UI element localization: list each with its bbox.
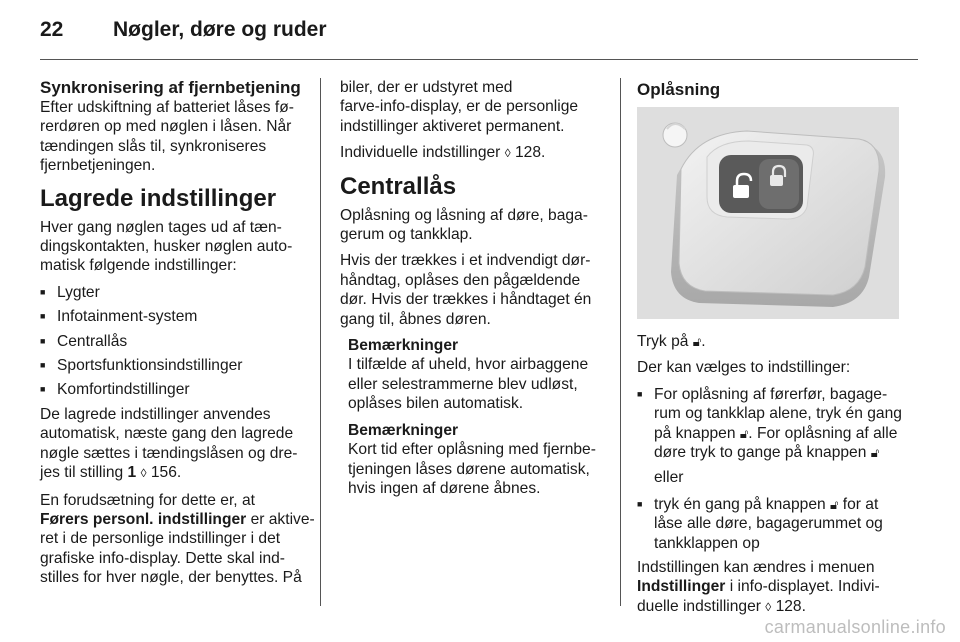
page-title: Nøgler, døre og ruder [113, 18, 327, 41]
unlock-icon: 🔓︎ [692, 334, 702, 349]
sync-paragraph [40, 98, 308, 176]
list-item: ■ Infotainment-system [40, 307, 308, 326]
text-line: biler, der er udstyret med [340, 79, 513, 96]
text-line: Tryk på 🔓︎. [637, 333, 706, 350]
text-line: Oplåsning og låsning af døre, baga- [340, 206, 588, 224]
unlock-icon: 🔓︎ [870, 445, 880, 461]
continued-paragraph [340, 78, 608, 136]
text-line: dingskontakten, husker nøglen auto- [40, 238, 293, 256]
page-ref-arrow-icon: ◊ [504, 146, 511, 161]
watermark: carmanualsonline.info [764, 617, 946, 637]
saved-paragraph [40, 218, 308, 276]
page-ref-arrow-icon: ◊ [140, 466, 147, 481]
text-line: indstillinger aktiveret permanent. [340, 117, 565, 135]
text-line: låse alle døre, bagagerummet og [654, 515, 883, 533]
central-lock-paragraph [340, 206, 608, 245]
note-text [348, 355, 608, 413]
ignition-position: 1 [127, 464, 137, 482]
text-line: rum og tankklap alene, tryk én gang [654, 405, 902, 423]
unlock-options-list [637, 385, 917, 463]
column-middle [340, 78, 608, 505]
text-line [637, 577, 917, 596]
text-line [654, 495, 917, 514]
remote-key-image [637, 107, 899, 319]
text-line: oplåses bilen automatisk. [348, 395, 524, 413]
text-line: automatisk, næste gang den lagrede [40, 425, 294, 443]
list-item: ■ Lygter [40, 283, 308, 302]
text-line [637, 597, 917, 617]
text-line: Hver gang nøglen tages ud af tæn- [40, 218, 282, 236]
unlocking-heading: Oplåsning [637, 80, 721, 99]
column-right [637, 78, 917, 100]
central-lock-heading: Centrallås [340, 172, 457, 200]
text-line [654, 424, 917, 443]
text-line [40, 510, 315, 529]
text-line: De lagrede indstillinger anvendes [40, 405, 271, 423]
text-fragment: duelle indstillinger [637, 597, 766, 615]
text-line: nøgle sættes i tændingslåsen og dre- [40, 444, 298, 462]
page-ref-arrow-icon: ◊ [765, 599, 772, 614]
text-line [340, 143, 608, 163]
individual-settings-ref [340, 143, 608, 163]
text-fragment: . For oplåsning af alle [748, 424, 898, 442]
text-line [40, 463, 308, 483]
menu-name: Førers personl. indstillinger [40, 510, 247, 528]
note-block [348, 336, 608, 498]
unlock-icon: 🔓︎ [830, 496, 839, 512]
text-line: matisk følgende indstillinger: [40, 257, 237, 275]
page-ref-link[interactable]: 128. [514, 144, 546, 162]
text-line: eller selestrammerne blev udløst, [348, 375, 578, 393]
header-rule [40, 59, 918, 60]
text-line: gang til, åbnes døren. [340, 310, 491, 328]
menu-name: Indstillinger [637, 578, 726, 596]
setting-paragraph [637, 558, 917, 617]
text-line: Hvis der trækkes i et indvendigt dør- [340, 252, 591, 270]
or-text: eller [654, 469, 684, 487]
page-ref-link[interactable]: 128. [775, 597, 806, 615]
list-item: ■ Komfortindstillinger [40, 380, 308, 399]
unlock-options-list-2 [637, 495, 917, 553]
text-line: Indstillingen kan ændres i menuen [637, 559, 875, 577]
prereq-paragraph [40, 491, 315, 588]
saved-settings-heading: Lagrede indstillinger [40, 184, 277, 212]
note-text [348, 440, 608, 498]
text-line: stilles for hver nøgle, der benyttes. På [40, 569, 302, 587]
text-fragment: er aktive- [246, 510, 315, 528]
page-ref-link[interactable]: 156. [150, 464, 182, 482]
page-header [40, 14, 930, 54]
text-line: tankklappen op [654, 534, 760, 552]
text-fragment: på knappen [654, 424, 740, 442]
choose-paragraph [637, 358, 917, 377]
text-line: Kort tid efter oplåsning med fjernbe- [348, 441, 596, 459]
text-fragment: døre tryk to gange på knappen [654, 444, 871, 462]
text-fragment: Individuelle indstillinger [340, 144, 505, 162]
text-line: I tilfælde af uheld, hvor airbaggene [348, 356, 589, 374]
text-line: ■ For oplåsning af førerfør, bagage- [654, 385, 888, 403]
column-divider [620, 78, 621, 606]
text-line: fjernbetjeningen. [40, 157, 156, 175]
text-line: ret i de personlige indstillinger i det [40, 530, 281, 548]
text-line: hvis ingen af dørene åbnes. [348, 479, 541, 497]
text-line: håndtag, oplåses den pågældende [340, 271, 581, 289]
column-right-lower [637, 332, 917, 624]
list-item: ■ Sportsfunktionsindstillinger [40, 356, 308, 375]
note-heading: Bemærkninger [348, 337, 459, 355]
text-line: tjeningen låses dørene automatisk, [348, 460, 590, 478]
text-line: grafiske info-display. Dette skal ind- [40, 549, 285, 567]
text-line: rerdøren op med nøglen i låsen. Når [40, 118, 292, 136]
list-item: ■ Centrallås [40, 332, 308, 351]
list-item [637, 495, 917, 553]
text-line: gerum og tankklap. [340, 226, 473, 244]
text-line: farve-info-display, er de personlige [340, 98, 579, 116]
key-fob-illustration [637, 107, 899, 319]
apply-paragraph [40, 405, 308, 484]
text-fragment: for at [838, 495, 879, 513]
saved-settings-list [40, 283, 308, 400]
sync-heading: Synkronisering af fjernbetjening [40, 78, 301, 97]
text-line [654, 443, 917, 462]
text-line: Efter udskiftning af batteriet låses fø- [40, 99, 294, 116]
text-fragment: i info-displayet. Indivi- [725, 578, 880, 596]
text-line: dør. Hvis der trækkes i håndtaget én [340, 291, 592, 309]
column-divider [320, 78, 321, 606]
text-fragment: Tryk på [637, 333, 693, 350]
text-fragment: tryk én gang på knappen [654, 495, 830, 513]
page-number: 22 [40, 18, 64, 41]
text-line: En forudsætning for dette er, at [40, 491, 255, 509]
text-line: Der kan vælges to indstillinger: [637, 359, 851, 377]
text-line: tændingen slås til, synkroniseres [40, 137, 267, 155]
press-paragraph [637, 332, 917, 351]
unlock-icon: 🔓︎ [739, 425, 749, 441]
note-heading: Bemærkninger [348, 421, 459, 439]
column-left [40, 78, 315, 595]
list-item [637, 385, 917, 463]
text-fragment: jes til stilling [40, 464, 128, 482]
door-handle-paragraph [340, 251, 608, 329]
